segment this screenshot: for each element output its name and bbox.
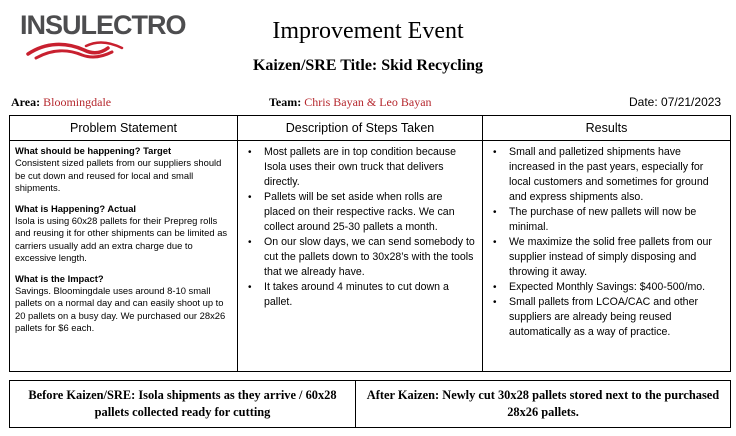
list-item: • Most pallets are in top condition because Isola uses their own truck that delivers directly.: [248, 146, 456, 188]
impact-text: Savings. Bloomingdale uses around 8-10 small pallets on a normal day and can easily shoot up to 20 pallets on a busy day. We purchased our 28x26 pallets for $6 each.: [15, 285, 226, 334]
list-item: • Pallets will be set aside when rolls are placed on their respective racks. We can collect around 25-30 pallets a month.: [248, 191, 455, 233]
bullet-icon: •: [493, 282, 497, 293]
team-field: [269, 95, 432, 109]
after-kaizen-caption: After Kaizen: Newly cut 30x28 pallets stored next to the purchased 28x26 pallets.: [355, 380, 731, 428]
bullet-icon: •: [248, 237, 252, 248]
list-item: • The purchase of new pallets will now be minimal.: [493, 206, 697, 233]
bullet-icon: •: [248, 282, 252, 293]
bullet-icon: •: [493, 207, 497, 218]
results-list: [483, 141, 730, 340]
steps-list: [238, 141, 482, 310]
improvement-table: [9, 115, 731, 372]
logo-text: INSULECTRO: [20, 10, 186, 40]
before-kaizen-caption: Before Kaizen/SRE: Isola shipments as they arrive / 60x28 pallets collected ready for cutting: [9, 380, 356, 428]
area-value: Bloomingdale: [43, 95, 112, 109]
kaizen-title: Kaizen/SRE Title: Skid Recycling: [252, 57, 484, 74]
list-item: • On our slow days, we can send somebody to cut the pallets down to 30x28’s with the tools that we already have.: [248, 236, 475, 278]
steps-header: Description of Steps Taken: [238, 116, 482, 141]
problem-statement-column: [10, 116, 237, 371]
list-item: • Expected Monthly Savings: $400-500/mo.: [493, 281, 706, 293]
results-column: [482, 116, 730, 371]
list-item: • We maximize the solid free pallets from our supplier instead of simply disposing and throwing it away.: [493, 236, 712, 278]
bullet-icon: •: [493, 147, 497, 158]
problem-statement-body: [10, 141, 237, 335]
area-field: [11, 95, 111, 109]
date-label: Date:: [629, 95, 658, 109]
list-item: • It takes around 4 minutes to cut down a pallet.: [248, 281, 449, 308]
steps-column: [237, 116, 482, 371]
team-label: Team:: [269, 95, 302, 109]
target-text: Consistent sized pallets from our suppliers should be cut down and reused for local and small shipments.: [15, 157, 222, 194]
date-value: 07/21/2023: [661, 95, 722, 109]
actual-text: Isola is using 60x28 pallets for their Prepreg rolls and reusing it for other shipments can be limited as carriers usually add an extra charge due to excessive length.: [15, 215, 228, 264]
list-item: • Small pallets from LCOA/CAC and other suppliers are already being reused automatically as a way of practice.: [493, 296, 698, 338]
list-item: • Small and palletized shipments have increased in the past years, especially for local customers and sometimes for ground and express shipments also.: [493, 146, 709, 203]
actual-heading: What is Happening? Actual: [15, 202, 137, 214]
target-heading: What should be happening? Target: [15, 145, 172, 156]
impact-heading: What is the Impact?: [15, 272, 104, 284]
bullet-icon: •: [493, 237, 497, 248]
bullet-icon: •: [248, 192, 252, 203]
problem-statement-header: Problem Statement: [10, 116, 237, 141]
page-title: Improvement Event: [272, 18, 464, 44]
bullet-icon: •: [493, 297, 497, 308]
bullet-icon: •: [248, 147, 252, 158]
results-header: Results: [483, 116, 730, 141]
area-label: Area:: [11, 95, 41, 109]
date-field: [629, 95, 721, 109]
team-value: Chris Bayan & Leo Bayan: [304, 95, 432, 109]
